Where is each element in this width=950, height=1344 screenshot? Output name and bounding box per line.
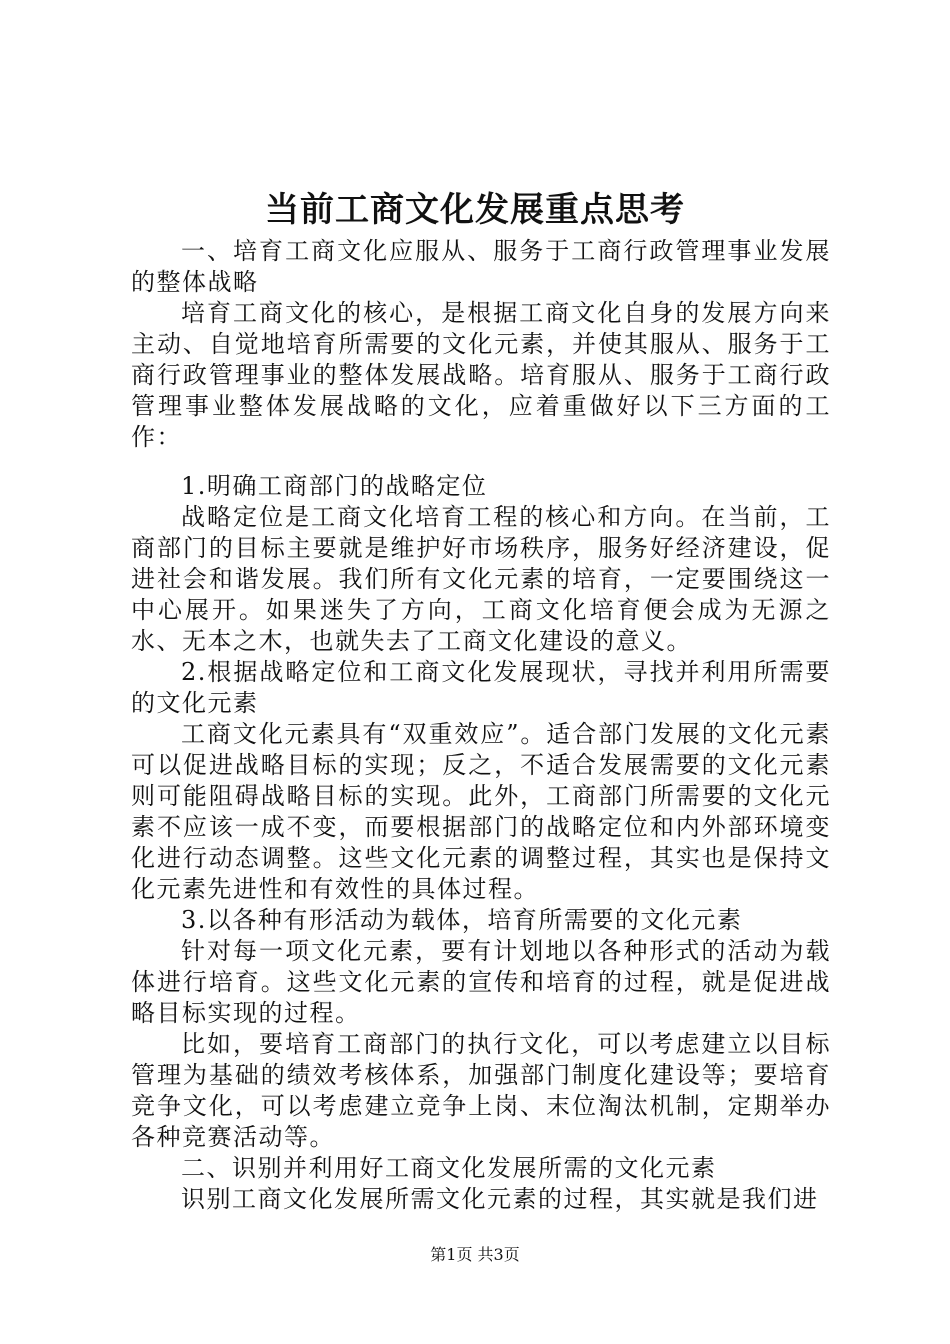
section-heading-2: 二、识别并利用好工商文化发展所需的文化元素 — [181, 1154, 717, 1182]
document-title: 当前工商文化发展重点思考 — [265, 190, 685, 230]
body-paragraph: 战略定位是工商文化培育工程的核心和方向。在当前，工商部门的目标主要就是维护好市场秩序，服务好经济建设，促进社会和谐发展。我们所有文化元素的培育，一定要围绕这一中心展开。如果迷失了方向，工商文化培育便会成为无源之水、无本之木，也就失去了工商文化建设的意义。 — [131, 503, 831, 655]
document-body — [131, 236, 831, 1215]
body-paragraph: 针对每一项文化元素，要有计划地以各种形式的活动为载体进行培育。这些文化元素的宣传和培育的过程，就是促进战略目标实现的过程。 — [131, 937, 831, 1027]
body-paragraph: 培育工商文化的核心，是根据工商文化自身的发展方向来主动、自觉地培育所需要的文化元素，并使其服从、服务于工商行政管理事业的整体发展战略。培育服从、服务于工商行政管理事业整体发展战略的文化，应着重做好以下三方面的工作： — [131, 299, 831, 451]
subheading-2: 2.根据战略定位和工商文化发展现状，寻找并利用所需要的文化元素 — [131, 658, 831, 717]
body-paragraph: 工商文化元素具有“双重效应”。适合部门发展的文化元素可以促进战略目标的实现；反之，不适合发展需要的文化元素则可能阻碍战略目标的实现。此外，工商部门所需要的文化元素不应该一成不变，而要根据部门的战略定位和内外部环境变化进行动态调整。这些文化元素的调整过程，其实也是保持文化元素先进性和有效性的具体过程。 — [131, 720, 831, 903]
subheading-1: 1.明确工商部门的战略定位 — [181, 472, 488, 500]
body-paragraph: 比如，要培育工商部门的执行文化，可以考虑建立以目标管理为基础的绩效考核体系，加强部门制度化建设等；要培育竞争文化，可以考虑建立竞争上岗、末位淘汰机制，定期举办各种竞赛活动等。 — [131, 1030, 831, 1151]
page-number-footer: 第1页 共3页 — [430, 1245, 520, 1264]
subheading-3: 3.以各种有形活动为载体，培育所需要的文化元素 — [181, 906, 743, 934]
body-paragraph: 识别工商文化发展所需文化元素的过程，其实就是我们进 — [181, 1185, 819, 1213]
section-heading-1: 一、培育工商文化应服从、服务于工商行政管理事业发展的整体战略 — [131, 237, 831, 296]
